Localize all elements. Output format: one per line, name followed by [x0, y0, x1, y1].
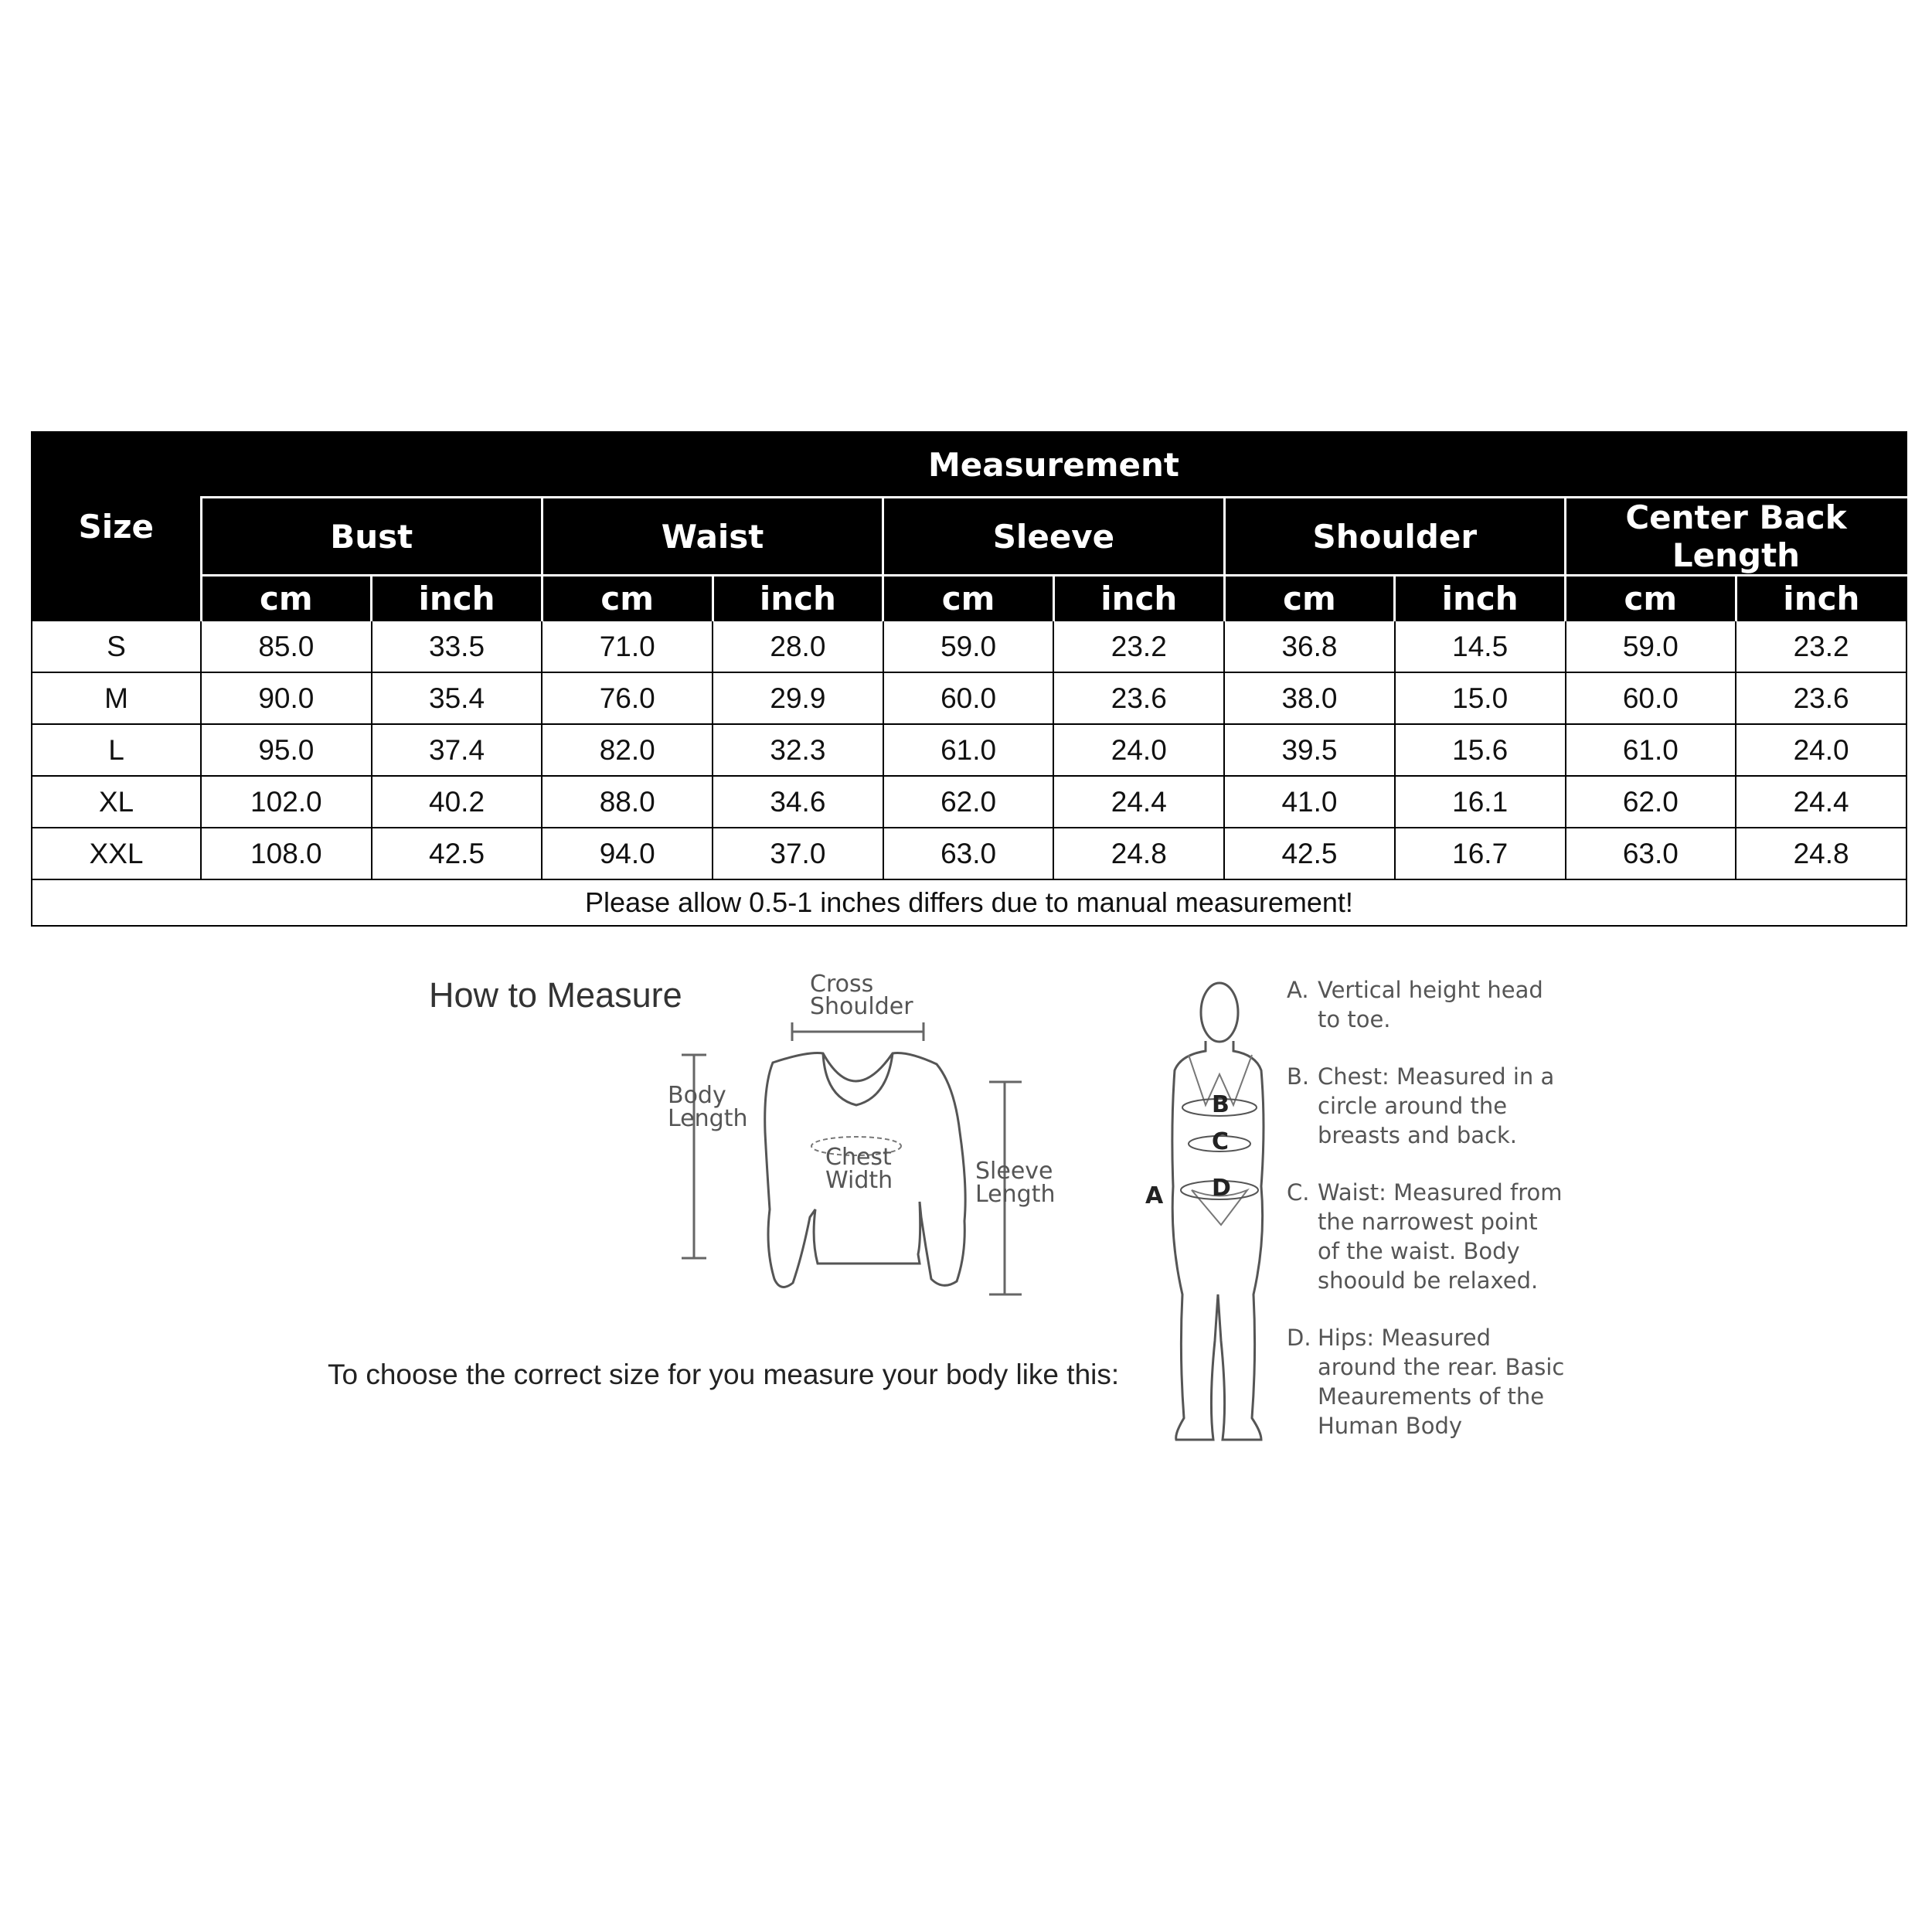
- group-header: Center Back Length: [1566, 498, 1907, 576]
- value-cell: 14.5: [1395, 621, 1566, 672]
- size-header: Size: [32, 432, 201, 621]
- measurement-note: Please allow 0.5-1 inches differs due to manual measurement!: [32, 879, 1906, 926]
- body-length-label-1: Body: [668, 1082, 726, 1109]
- value-cell: 42.5: [372, 828, 543, 879]
- value-cell: 15.0: [1395, 672, 1566, 724]
- value-cell: 35.4: [372, 672, 543, 724]
- unit-header: cm: [1566, 576, 1736, 621]
- value-cell: 59.0: [1566, 621, 1736, 672]
- value-cell: 42.5: [1224, 828, 1395, 879]
- unit-header: inch: [372, 576, 543, 621]
- value-cell: 88.0: [542, 776, 713, 828]
- guide-item: [1287, 1178, 1565, 1295]
- sleeve-length-label-1: Sleeve: [975, 1158, 1053, 1185]
- value-cell: 24.4: [1053, 776, 1224, 828]
- garment-measure-diagram: [649, 962, 1082, 1310]
- value-cell: 76.0: [542, 672, 713, 724]
- sleeve-length-label-2: Length: [975, 1181, 1056, 1208]
- table-row: [32, 828, 1906, 879]
- size-chart-table: [31, 431, 1907, 927]
- value-cell: 37.4: [372, 724, 543, 776]
- measurement-header: Measurement: [201, 432, 1906, 498]
- value-cell: 108.0: [201, 828, 372, 879]
- figure-label-d: D: [1212, 1175, 1231, 1202]
- value-cell: 23.2: [1053, 621, 1224, 672]
- value-cell: 29.9: [713, 672, 883, 724]
- value-cell: 62.0: [883, 776, 1054, 828]
- value-cell: 34.6: [713, 776, 883, 828]
- table-row: [32, 621, 1906, 672]
- chest-width-label-1: Chest: [825, 1144, 892, 1171]
- value-cell: 24.8: [1053, 828, 1224, 879]
- figure-label-c: C: [1212, 1128, 1230, 1155]
- value-cell: 63.0: [1566, 828, 1736, 879]
- unit-header: cm: [201, 576, 372, 621]
- group-header: Waist: [542, 498, 883, 576]
- value-cell: 16.7: [1395, 828, 1566, 879]
- value-cell: 28.0: [713, 621, 883, 672]
- value-cell: 23.6: [1053, 672, 1224, 724]
- guide-text: Waist: Measured from the narrowest point of the waist. Body shoould be relaxed.: [1318, 1179, 1563, 1294]
- value-cell: 62.0: [1566, 776, 1736, 828]
- body-length-label-2: Length: [668, 1105, 748, 1132]
- value-cell: 85.0: [201, 621, 372, 672]
- value-cell: 36.8: [1224, 621, 1395, 672]
- group-header: Bust: [201, 498, 542, 576]
- how-to-measure-title: How to Measure: [429, 975, 682, 1015]
- value-cell: 24.4: [1736, 776, 1906, 828]
- chest-width-label-2: Width: [825, 1167, 893, 1194]
- value-cell: 15.6: [1395, 724, 1566, 776]
- value-cell: 32.3: [713, 724, 883, 776]
- value-cell: 41.0: [1224, 776, 1395, 828]
- size-cell: L: [32, 724, 201, 776]
- body-figure-diagram: [1128, 970, 1298, 1464]
- value-cell: 71.0: [542, 621, 713, 672]
- value-cell: 59.0: [883, 621, 1054, 672]
- guide-item: [1287, 1323, 1565, 1440]
- value-cell: 23.2: [1736, 621, 1906, 672]
- unit-header: cm: [542, 576, 713, 621]
- guide-letter: A.: [1287, 977, 1309, 1003]
- choose-size-instruction: To choose the correct size for you measure your body like this:: [328, 1359, 1120, 1390]
- guide-text: Hips: Measured around the rear. Basic Meaurements of the Human Body: [1318, 1325, 1565, 1439]
- value-cell: 61.0: [883, 724, 1054, 776]
- value-cell: 24.0: [1736, 724, 1906, 776]
- value-cell: 63.0: [883, 828, 1054, 879]
- size-cell: XXL: [32, 828, 201, 879]
- cross-label-2: Shoulder: [810, 993, 913, 1020]
- value-cell: 60.0: [883, 672, 1054, 724]
- value-cell: 39.5: [1224, 724, 1395, 776]
- table-row: [32, 724, 1906, 776]
- group-header: Sleeve: [883, 498, 1224, 576]
- guide-item: [1287, 975, 1565, 1034]
- value-cell: 40.2: [372, 776, 543, 828]
- value-cell: 90.0: [201, 672, 372, 724]
- figure-label-b: B: [1212, 1091, 1230, 1118]
- figure-label-a: A: [1145, 1182, 1164, 1209]
- value-cell: 38.0: [1224, 672, 1395, 724]
- size-cell: XL: [32, 776, 201, 828]
- unit-header: inch: [713, 576, 883, 621]
- value-cell: 24.8: [1736, 828, 1906, 879]
- group-header: Shoulder: [1224, 498, 1565, 576]
- unit-header: inch: [1053, 576, 1224, 621]
- value-cell: 33.5: [372, 621, 543, 672]
- value-cell: 60.0: [1566, 672, 1736, 724]
- unit-header: cm: [883, 576, 1054, 621]
- value-cell: 61.0: [1566, 724, 1736, 776]
- unit-header: cm: [1224, 576, 1395, 621]
- unit-header: inch: [1395, 576, 1566, 621]
- guide-letter: B.: [1287, 1063, 1310, 1090]
- unit-header: inch: [1736, 576, 1906, 621]
- value-cell: 95.0: [201, 724, 372, 776]
- value-cell: 102.0: [201, 776, 372, 828]
- value-cell: 37.0: [713, 828, 883, 879]
- value-cell: 94.0: [542, 828, 713, 879]
- table-row: [32, 776, 1906, 828]
- guide-letter: C.: [1287, 1179, 1310, 1206]
- size-cell: M: [32, 672, 201, 724]
- guide-item: [1287, 1062, 1565, 1150]
- cross-label-1: Cross: [810, 971, 874, 998]
- value-cell: 24.0: [1053, 724, 1224, 776]
- guide-text: Chest: Measured in a circle around the breasts and back.: [1318, 1063, 1555, 1148]
- value-cell: 23.6: [1736, 672, 1906, 724]
- measurement-guide-list: [1287, 975, 1565, 1468]
- value-cell: 82.0: [542, 724, 713, 776]
- table-row: [32, 672, 1906, 724]
- guide-text: Vertical height head to toe.: [1318, 977, 1543, 1032]
- value-cell: 16.1: [1395, 776, 1566, 828]
- size-cell: S: [32, 621, 201, 672]
- guide-letter: D.: [1287, 1325, 1311, 1351]
